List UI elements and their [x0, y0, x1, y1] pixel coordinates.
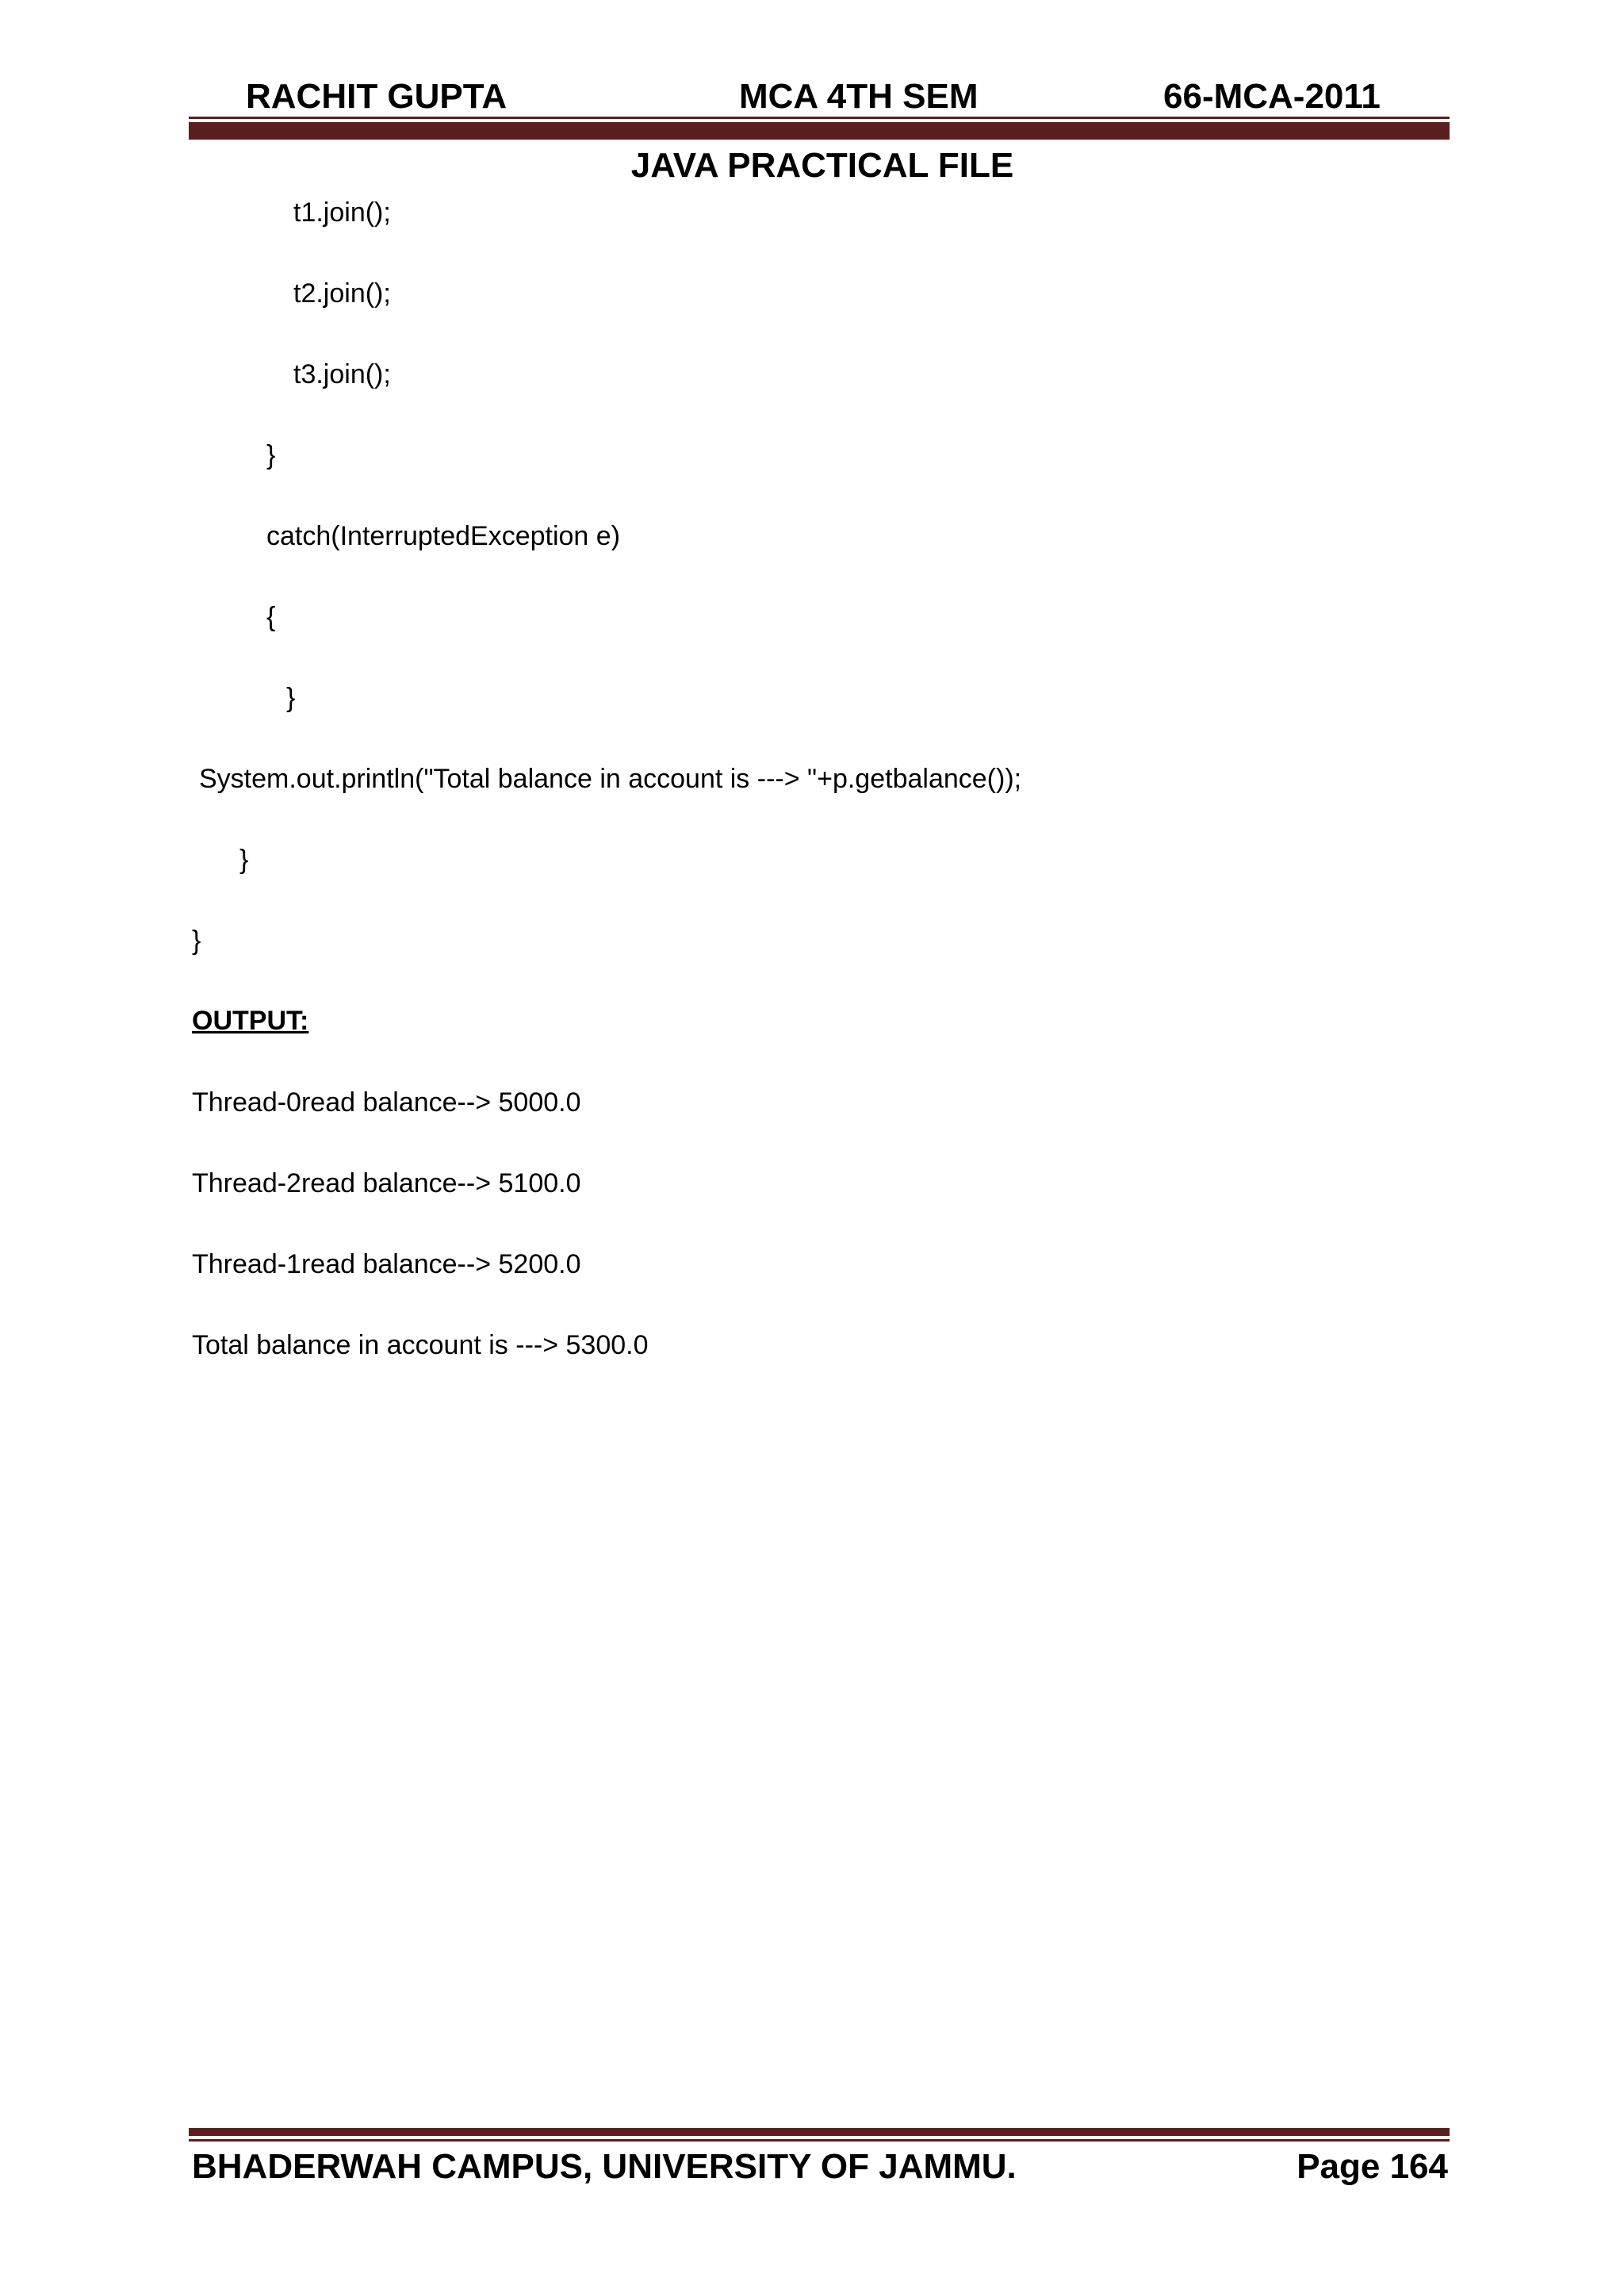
- output-line: Total balance in account is ---> 5300.0: [192, 1330, 649, 1360]
- code-line: }: [192, 926, 201, 956]
- code-line: t2.join();: [293, 278, 391, 309]
- code-line: t1.join();: [293, 197, 391, 228]
- code-line: }: [286, 683, 296, 713]
- page-number: Page 164: [1297, 2147, 1448, 2186]
- code-line: {: [266, 602, 276, 632]
- header-course: MCA 4TH SEM: [739, 77, 979, 116]
- footer-rule-thick: [189, 2128, 1450, 2136]
- footer-campus: BHADERWAH CAMPUS, UNIVERSITY OF JAMMU.: [192, 2147, 1017, 2186]
- code-line: catch(InterruptedException e): [266, 521, 621, 551]
- header-author-name: RACHIT GUPTA: [246, 77, 508, 116]
- output-line: Thread-1read balance--> 5200.0: [192, 1249, 581, 1279]
- output-heading: OUTPUT:: [192, 1006, 309, 1036]
- output-line: Thread-2read balance--> 5100.0: [192, 1168, 581, 1198]
- output-line: Thread-0read balance--> 5000.0: [192, 1087, 581, 1118]
- code-line: t3.join();: [293, 359, 391, 389]
- code-line: }: [266, 440, 276, 470]
- header-rule-thick: [189, 122, 1450, 140]
- footer-rule-thin: [189, 2139, 1450, 2142]
- code-line: }: [239, 845, 249, 875]
- header-roll-number: 66-MCA-2011: [1163, 77, 1381, 116]
- code-line: System.out.println("Total balance in account is ---> "+p.getbalance());: [199, 764, 1022, 794]
- document-title: JAVA PRACTICAL FILE: [630, 146, 1014, 185]
- header-rule-thin: [189, 117, 1450, 119]
